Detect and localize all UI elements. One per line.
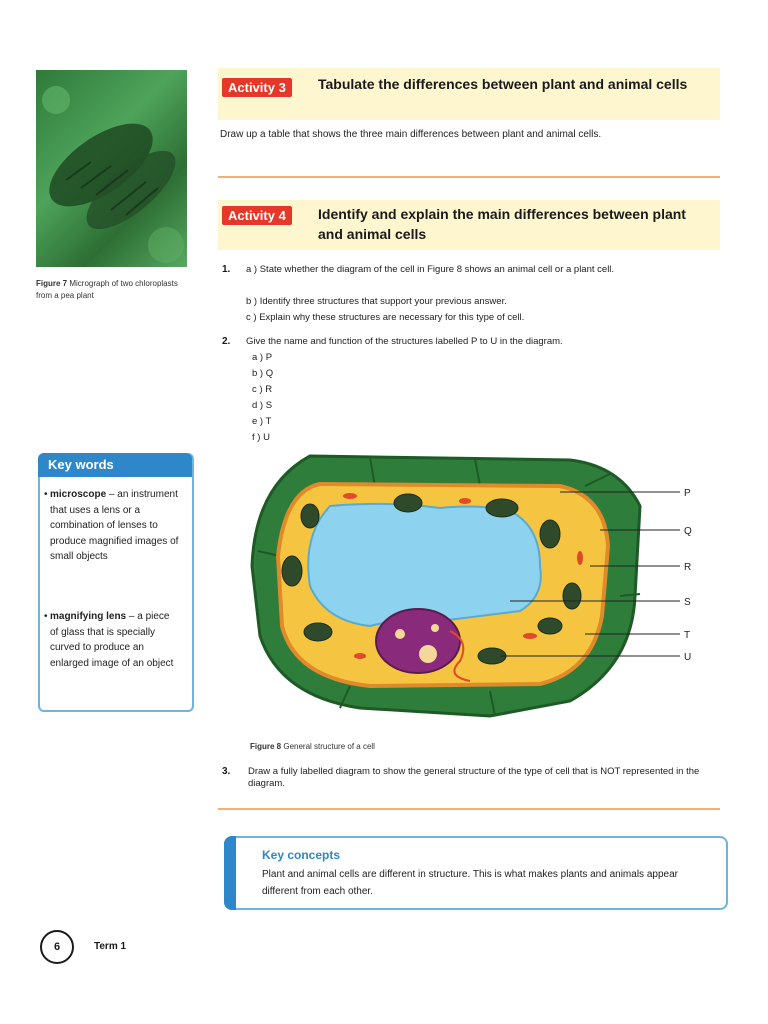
activity3-badge: Activity 3 (222, 78, 292, 97)
figure7-label: Figure 7 (36, 279, 68, 288)
activity3-header (218, 68, 720, 120)
micrograph-image (36, 70, 187, 267)
q1b: b ) Identify three structures that support your previous answer. (246, 296, 507, 307)
plant-cell-diagram (240, 446, 710, 736)
activity3-title: Tabulate the differences between plant and animal cells (318, 76, 688, 92)
label-q: Q (684, 526, 692, 537)
key-words-title: Key words (38, 453, 192, 477)
nucleus (376, 609, 460, 673)
q2-number: 2. (222, 336, 231, 347)
key-word-term: microscope (50, 489, 107, 500)
label-p: P (684, 488, 691, 499)
q2-part-f: f ) U (252, 432, 270, 443)
figure7-caption (36, 278, 196, 302)
activity4-header (218, 200, 720, 250)
term-label: Term 1 (94, 941, 127, 952)
key-concepts-accent (224, 836, 236, 910)
q2-part-b: b ) Q (252, 368, 274, 379)
activity3-divider (218, 176, 720, 178)
q2-part-c: c ) R (252, 384, 273, 395)
figure8-caption (250, 742, 375, 751)
activity4-badge: Activity 4 (222, 206, 292, 225)
key-word-magnifying-lens: • magnifying lens – a piece of glass that is specially curved to produce an enlarged image of an object (44, 611, 174, 669)
chloroplast-micrograph (36, 70, 187, 267)
key-concepts-box (224, 836, 728, 910)
label-u: U (684, 652, 692, 663)
label-s: S (684, 597, 691, 608)
figure7-caption-text: Micrograph of two chloroplasts from a pea plant (36, 279, 178, 300)
q1c: c ) Explain why these structures are necessary for this type of cell. (246, 312, 525, 323)
key-word-def: – a piece of glass that is specially curved to produce an enlarged image of an object (50, 611, 174, 669)
key-word-microscope: • microscope – an instrument that uses a lens or a combination of lenses to produce magnified images of small objects (44, 489, 179, 562)
q3-text: Draw a fully labelled diagram to show the general structure of the type of cell that is NOT represented in the diagram. (248, 766, 700, 789)
label-r: R (684, 562, 692, 573)
q1-number: 1. (222, 264, 231, 275)
activity4-divider (218, 808, 720, 810)
activity3-text: Draw up a table that shows the three main differences between plant and animal cells. (220, 129, 602, 140)
activity4-title: Identify and explain the main differences between plant and animal cells (318, 206, 686, 242)
key-words-box (38, 453, 194, 712)
q1a: a ) State whether the diagram of the cell in Figure 8 shows an animal cell or a plant cell. (246, 264, 615, 275)
q3-number: 3. (222, 766, 231, 777)
figure8-caption-text: General structure of a cell (283, 742, 375, 751)
q2-part-a: a ) P (252, 352, 273, 363)
label-t: T (684, 630, 691, 641)
key-concepts-text: Plant and animal cells are different in structure. This is what makes plants and animals appear different from each other. (262, 869, 678, 897)
figure8-label: Figure 8 (250, 742, 282, 751)
vacuole (308, 504, 541, 626)
page-number: 6 (40, 930, 74, 964)
key-word-def: – an instrument that uses a lens or a combination of lenses to produce magnified images of small objects (50, 489, 179, 562)
q2-text: Give the name and function of the structures labelled P to U in the diagram. (246, 336, 563, 347)
q2-part-e: e ) T (252, 416, 272, 427)
key-word-term: magnifying lens (50, 611, 127, 622)
q2-part-d: d ) S (252, 400, 273, 411)
key-concepts-title: Key concepts (262, 848, 341, 862)
